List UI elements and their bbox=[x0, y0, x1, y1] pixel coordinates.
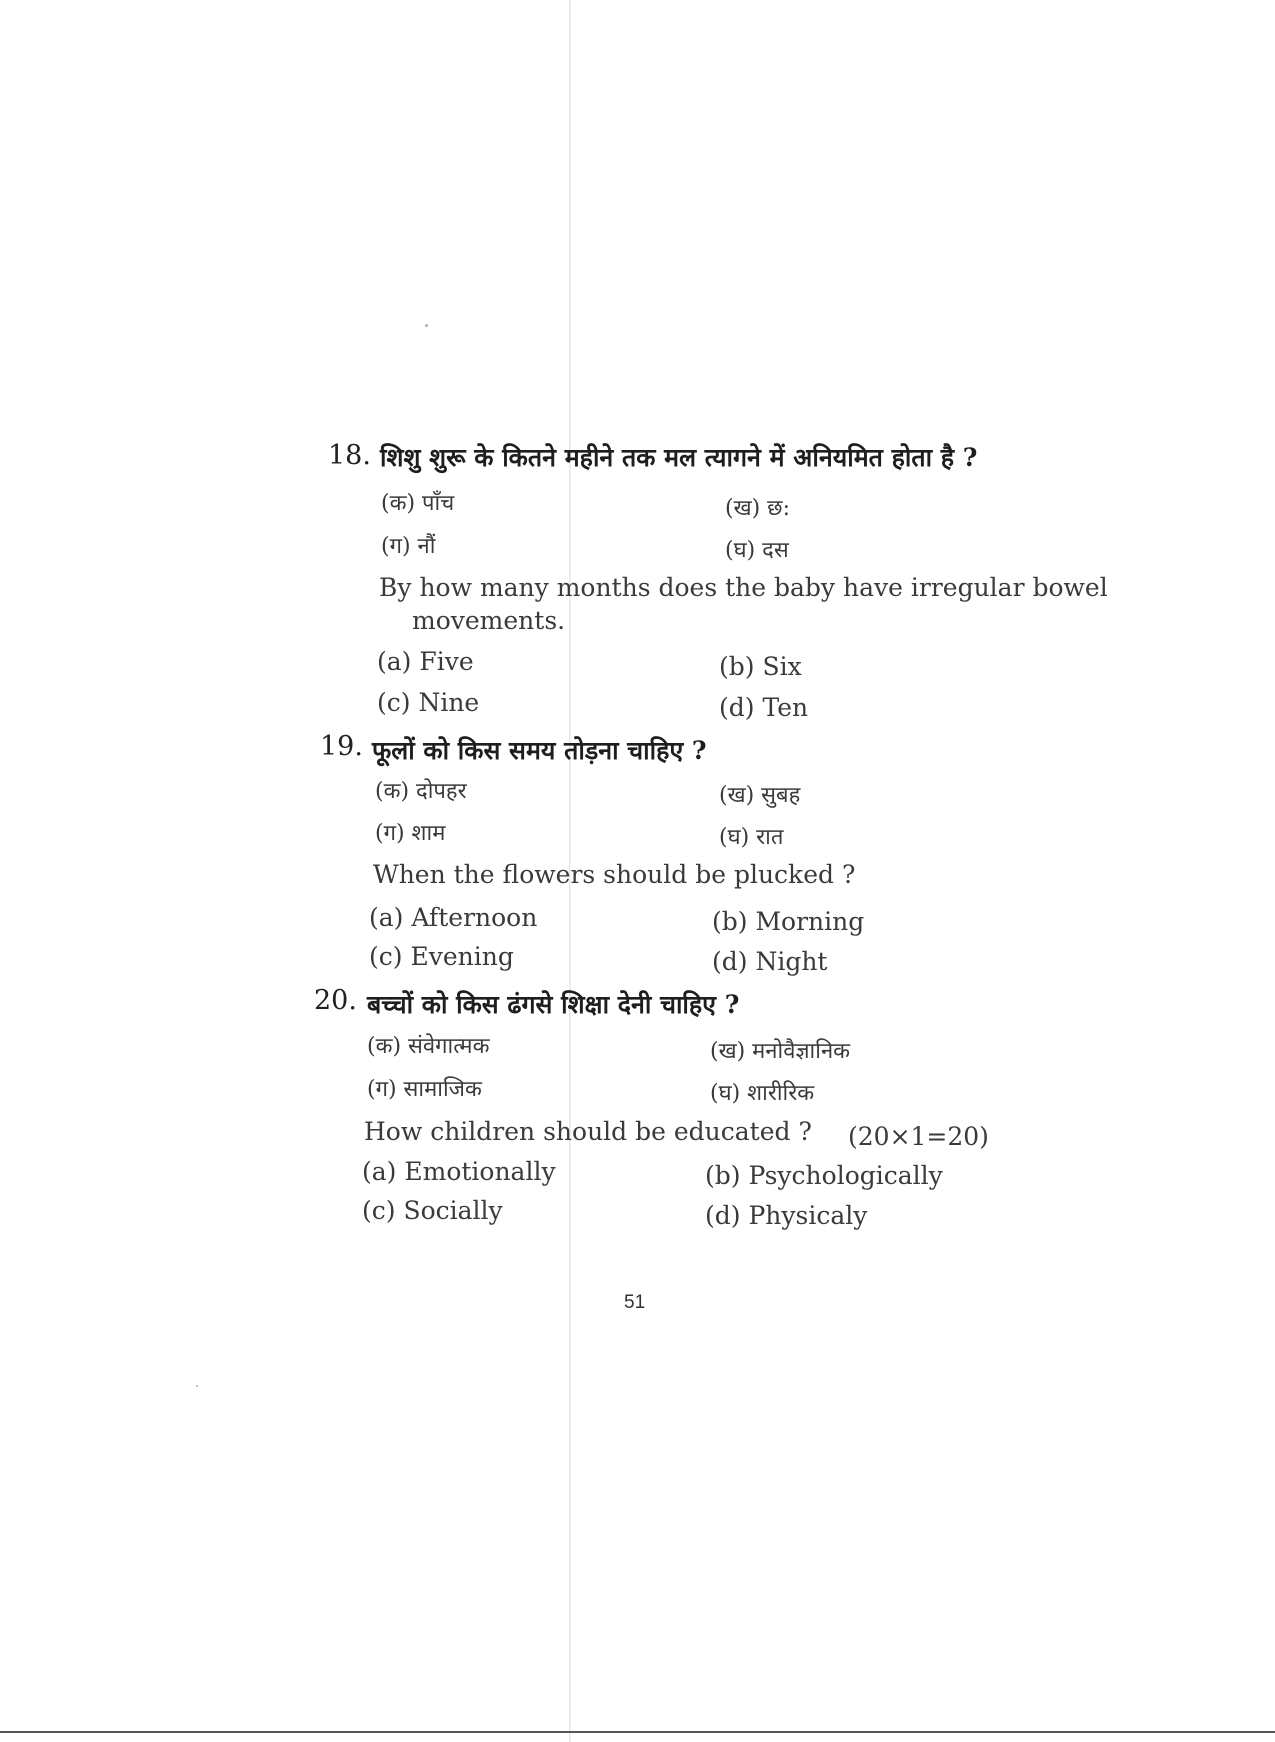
option-a: (a) Five bbox=[377, 647, 474, 676]
question-text-hindi: फूलों को किस समय तोड़ना चाहिए ? bbox=[372, 736, 707, 765]
option-d: (d) Night bbox=[712, 947, 828, 976]
question-number: 20. bbox=[314, 985, 357, 1016]
question-text-english-cont: movements. bbox=[412, 606, 566, 635]
question-text-english: How children should be educated ? bbox=[364, 1117, 812, 1146]
question-number: 18. bbox=[328, 440, 371, 471]
option-gha: (घ) शारीरिक bbox=[710, 1081, 815, 1106]
page-bottom-edge bbox=[0, 1731, 1275, 1733]
option-ka: (क) पाँच bbox=[381, 491, 455, 516]
question-number: 19. bbox=[320, 731, 363, 762]
option-ka: (क) संवेगात्मक bbox=[367, 1034, 490, 1059]
option-c: (c) Socially bbox=[362, 1196, 503, 1225]
question-text-hindi: शिशु शुरू के कितने महीने तक मल त्यागने में अनियमित होता है ? bbox=[380, 443, 978, 472]
marks-allocation: (20×1=20) bbox=[848, 1122, 989, 1151]
option-ka: (क) दोपहर bbox=[375, 779, 467, 804]
option-gha: (घ) दस bbox=[725, 538, 789, 563]
option-d: (d) Physicaly bbox=[705, 1201, 868, 1230]
question-text-english: By how many months does the baby have irregular bowel bbox=[379, 573, 1108, 602]
scan-speck bbox=[425, 324, 428, 327]
option-a: (a) Afternoon bbox=[369, 903, 538, 932]
option-kha: (ख) सुबह bbox=[719, 783, 801, 808]
scan-speck bbox=[196, 1385, 198, 1387]
question-text-hindi: बच्चों को किस ढंगसे शिक्षा देनी चाहिए ? bbox=[367, 990, 740, 1019]
option-c: (c) Evening bbox=[369, 942, 514, 971]
option-b: (b) Six bbox=[719, 652, 802, 681]
option-gha: (घ) रात bbox=[719, 825, 784, 850]
question-text-english: When the flowers should be plucked ? bbox=[373, 860, 856, 889]
option-c: (c) Nine bbox=[377, 688, 480, 717]
option-b: (b) Psychologically bbox=[705, 1161, 943, 1190]
page-number: 51 bbox=[624, 1292, 646, 1313]
option-d: (d) Ten bbox=[719, 693, 809, 722]
option-b: (b) Morning bbox=[712, 907, 865, 936]
option-ga: (ग) सामाजिक bbox=[367, 1077, 482, 1102]
option-ga: (ग) नौं bbox=[381, 534, 436, 559]
option-kha: (ख) मनोवैज्ञानिक bbox=[710, 1039, 851, 1064]
option-a: (a) Emotionally bbox=[362, 1157, 556, 1186]
option-ga: (ग) शाम bbox=[375, 821, 446, 846]
option-kha: (ख) छ: bbox=[725, 496, 790, 521]
